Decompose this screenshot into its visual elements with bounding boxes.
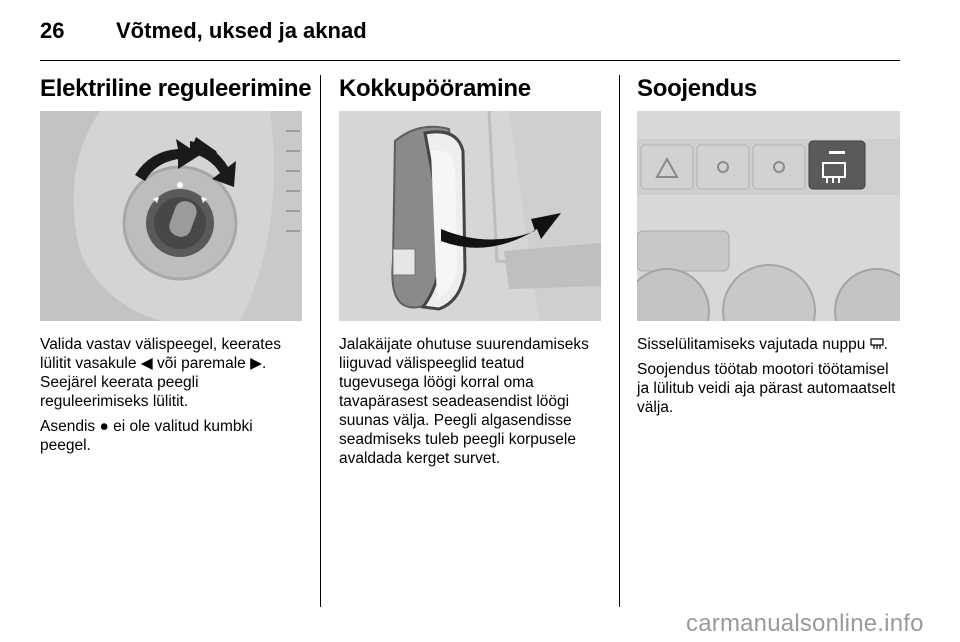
paragraph: Valida vastav välispeegel, keerates lülitit vasakule ◀ või paremale ▶. Seejärel keerata peegli reguleerimiseks lülitit. [40, 336, 281, 410]
section-folding [339, 75, 601, 467]
mirror-adjust-knob-illustration [40, 111, 302, 321]
paragraph-text: . [883, 336, 888, 353]
section-heading: Soojendus [637, 75, 757, 102]
chapter-title: Võtmed, uksed ja aknad [116, 18, 367, 43]
section-heating [637, 75, 901, 416]
section-heading: Kokkupööramine [339, 75, 531, 102]
header-rule [40, 60, 900, 61]
folding-mirror-illustration [339, 111, 601, 321]
heated-mirror-icon [870, 338, 884, 350]
paragraph: Soojendus töötab mootori töötamisel ja lülitub veidi aja pärast automaatselt välja. [637, 361, 896, 416]
section-heading: Elektriline reguleerimine [40, 75, 312, 102]
paragraph: Asendis ● ei ole valitud kumbki peegel. [40, 418, 253, 454]
column-divider [619, 75, 620, 607]
column-divider [320, 75, 321, 607]
paragraph: Jalakäijate ohutuse suurendamiseks liiguvad välispeeglid teatud tugevusega löögi korral oma tavapärasest seadeasendist löögi suunas välja. Peegli algasendisse seadmiseks tuleb peegli korpusele avaldada kerget survet. [339, 336, 589, 467]
paragraph [637, 335, 901, 354]
paragraph-text: Sisselülitamiseks vajutada nuppu [637, 336, 866, 353]
page-number: 26 [40, 18, 65, 43]
heated-mirror-button-illustration [637, 111, 900, 321]
watermark: carmanualsonline.info [686, 610, 924, 637]
section-electric-adjustment [40, 75, 312, 454]
